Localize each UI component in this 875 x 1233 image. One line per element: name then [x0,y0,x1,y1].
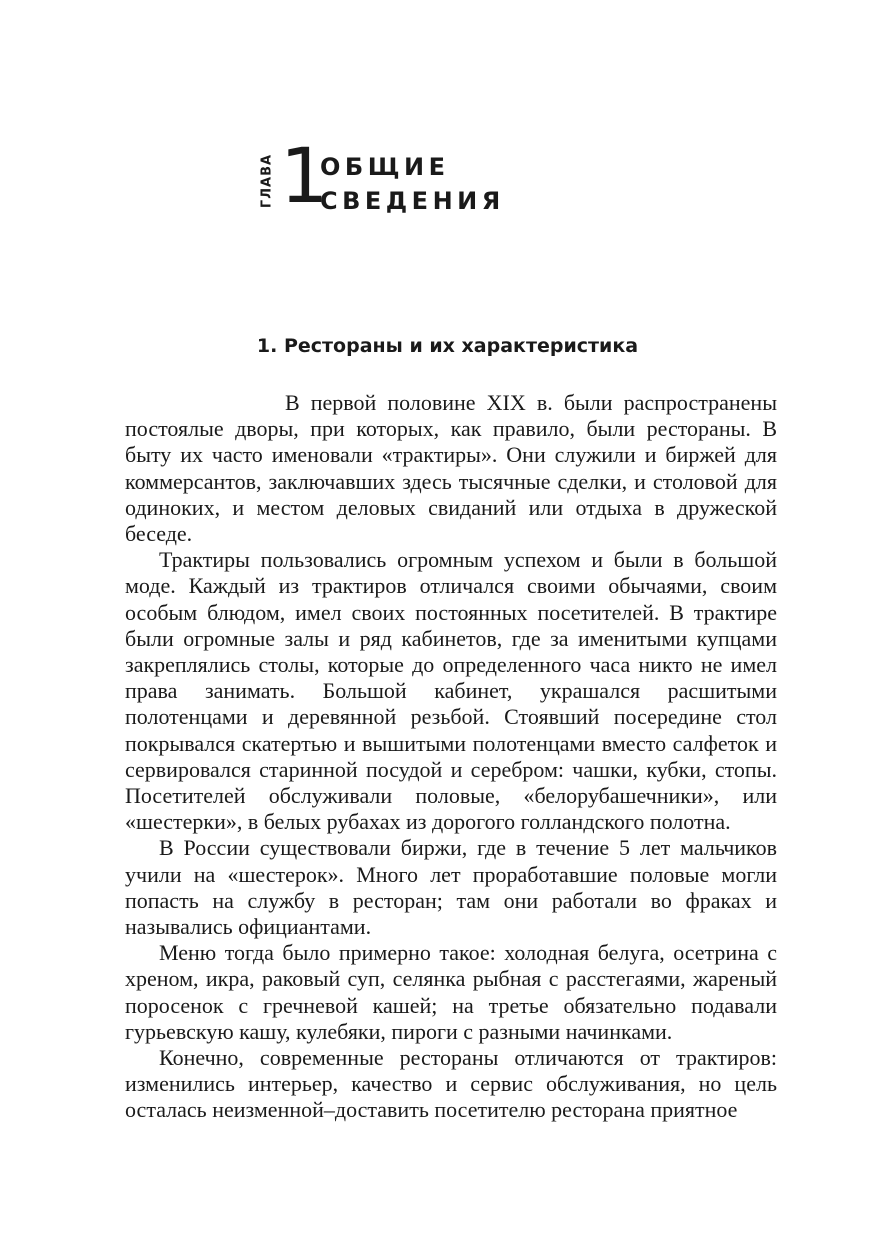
chapter-title [320,150,505,218]
section-title: 1. Рестораны и их характеристика [256,335,639,357]
paragraph: Трактиры пользовались огромным успехом и были в большой моде. Каждый из трактиров отличался своими обычаями, своим особым блюдом, имел своих постоянных посетителей. В трактире были огромные залы и ряд кабинетов, где за именитыми купцами закреплялись столы, которые до определенного часа никто не имел права занимать. Большой кабинет, украшался расшитыми полотенцами и деревянной резьбой. Стоявший посередине стол покрывался скатертью и вышитыми полотенцами вместо салфеток и сервировался старинной посудой и серебром: чашки, кубки, стопы. Посетителей обслуживали половые, «белорубашечники», или «шестерки», в белых рубахах из дорогого голландского полотна. [125,547,777,835]
paragraph: В первой половине XIX в. были распространены постоялые дворы, при которых, как правило, были рестораны. В быту их часто именовали «трактиры». Они служили и биржей для коммерсантов, заключавших здесь тысячные сделки, и столовой для одиноких, и местом деловых свиданий или отдыха в дружеской беседе. [125,390,777,547]
paragraph: В России существовали биржи, где в течение 5 лет мальчиков учили на «шестерок». Много лет проработавшие половые могли попасть на службу в ресторан; там они работали во фраках и назывались официантами. [125,835,777,940]
chapter-label [258,146,276,216]
paragraph: Конечно, современные рестораны отличаются от трактиров: изменились интерьер, качество и сервис обслуживания, но цель осталась неизменной–доставить посетителю ресторана приятное [125,1045,777,1123]
chapter-title-line-2: СВЕДЕНИЯ [320,187,505,215]
chapter-number: 1 [280,131,329,220]
body-text [125,390,777,1124]
chapter-label-text: ГЛАВА [259,153,275,209]
chapter-title-line-1: ОБЩИЕ [320,153,450,181]
paragraph: Меню тогда было примерно такое: холодная белуга, осетрина с хреном, икра, раковый суп, селянка рыбная с расстегаями, жареный поросенок с гречневой кашей; на третье обязательно подавали гурьевскую кашу, кулебяки, пироги с разными начинками. [125,940,777,1044]
